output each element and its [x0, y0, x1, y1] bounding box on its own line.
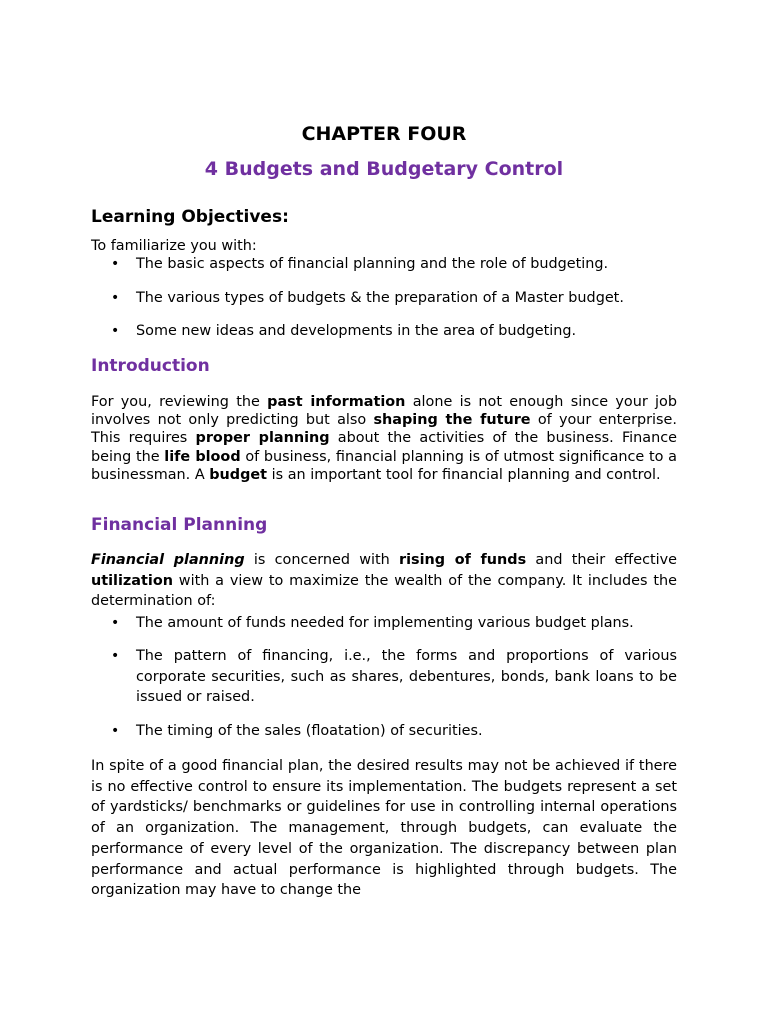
bold-span: proper planning	[195, 430, 330, 447]
text-span: alone is not enough since your job involves not only predicting but also	[91, 394, 677, 429]
list-item	[91, 721, 677, 742]
bullet-icon: •	[111, 290, 120, 306]
introduction-heading: Introduction	[91, 356, 210, 376]
list-item	[91, 613, 677, 634]
chapter-title: 4 Budgets and Budgetary Control	[204, 158, 564, 180]
list-item	[91, 321, 677, 342]
list-item	[91, 254, 677, 275]
bullet-icon: •	[111, 615, 120, 631]
learning-objectives-intro: To familiarize you with:	[91, 238, 257, 254]
bold-span: life blood	[164, 448, 241, 465]
text-span: of your enterprise. This requires	[91, 412, 677, 447]
bullet-icon: •	[111, 323, 120, 339]
bullet-icon: •	[111, 723, 120, 739]
bullet-icon: •	[111, 648, 120, 664]
bold-span: utilization	[91, 572, 173, 589]
financial-planning-paragraph	[91, 550, 677, 612]
list-item-text: The timing of the sales (floatation) of securities.	[136, 723, 483, 739]
introduction-paragraph	[91, 393, 677, 484]
financial-planning-heading: Financial Planning	[91, 515, 268, 535]
text-span: with a view to maximize the wealth of the company. It includes the determination of:	[91, 572, 677, 610]
list-item-text: Some new ideas and developments in the area of budgeting.	[136, 323, 577, 339]
text-span: is concerned with	[244, 552, 399, 568]
closing-paragraph: In spite of a good financial plan, the desired results may not be achieved if there is no effective control to ensure its implementation. The budgets represent a set of yardsticks/ benchmarks or guidelines for use in controlling internal operations of an organization. The management, through budgets, can evaluate the performance of every level of the organization. The discrepancy between plan performance and actual performance is highlighted through budgets. The organization may have to change the	[91, 758, 677, 899]
text-span: For you, reviewing the	[91, 394, 268, 410]
learning-objectives-heading: Learning Objectives:	[91, 207, 289, 227]
list-item-text: The amount of funds needed for implementing various budget plans.	[136, 615, 634, 631]
bullet-icon: •	[111, 256, 120, 272]
text-span: is an important tool for financial planning and control.	[267, 466, 661, 483]
bold-span: past information	[267, 394, 406, 410]
text-span: and their effective	[526, 552, 677, 568]
bold-italic-span: Financial planning	[91, 552, 245, 568]
text-span: about the activities of the business. Finance being the	[91, 430, 678, 465]
list-item-text: The pattern of financing, i.e., the forms and proportions of various corporate securities, such as shares, debentures, bonds, bank loans to be issued or raised.	[136, 648, 677, 706]
bold-span: rising of funds	[398, 552, 527, 568]
bold-span: budget	[209, 466, 268, 483]
chapter-label: CHAPTER FOUR	[301, 123, 467, 145]
text-span: of business, financial planning is of utmost significance to a businessman. A	[91, 448, 677, 483]
list-item	[91, 288, 677, 309]
list-item	[91, 646, 677, 708]
bold-span: shaping the future	[373, 412, 531, 429]
list-item-text: The various types of budgets & the preparation of a Master budget.	[136, 290, 624, 306]
list-item-text: The basic aspects of financial planning and the role of budgeting.	[136, 256, 609, 272]
